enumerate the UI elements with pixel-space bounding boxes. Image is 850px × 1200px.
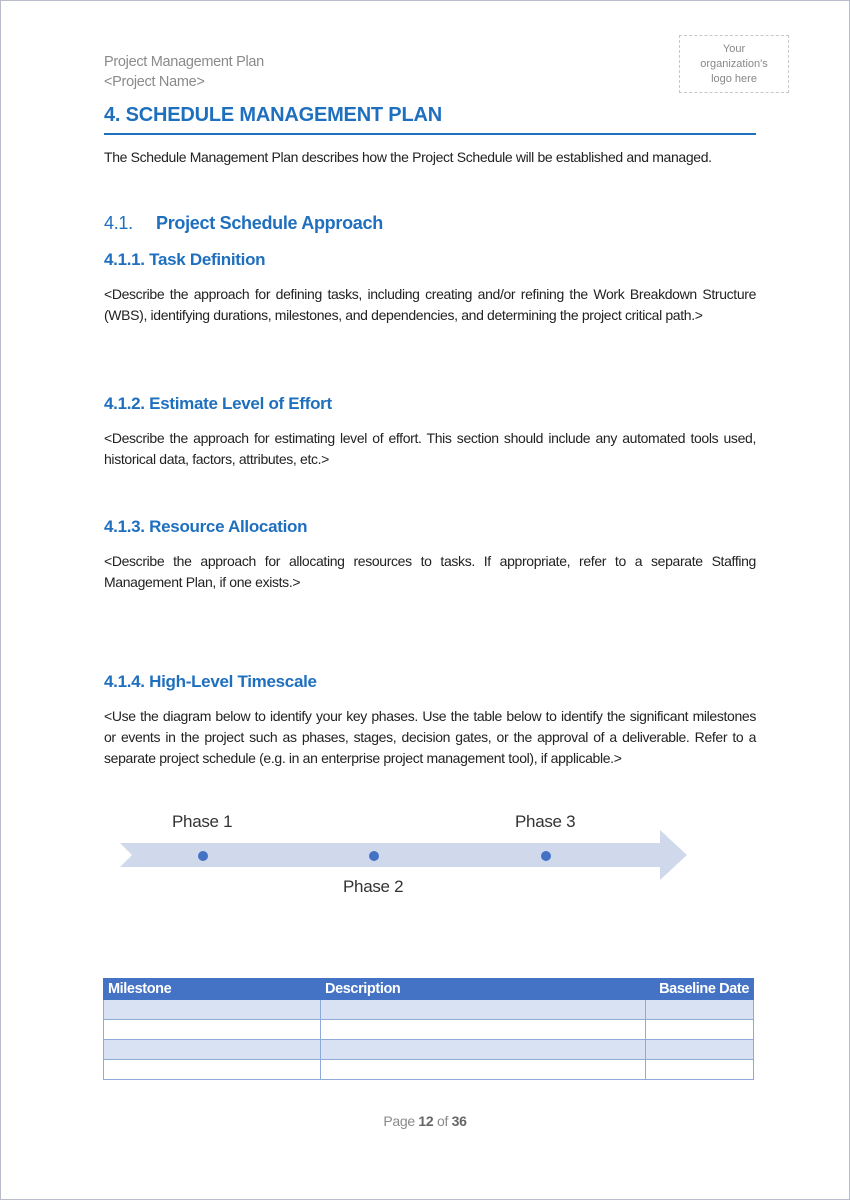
table-cell[interactable] <box>646 1040 754 1060</box>
table-cell[interactable] <box>646 1020 754 1040</box>
phase-3-dot <box>541 851 551 861</box>
phase-2-label: Phase 2 <box>343 877 404 896</box>
running-header <box>104 52 264 92</box>
body-resource-allocation: <Describe the approach for allocating resources to tasks. If appropriate, refer to a separate Staffing Management Plan, if one exists.> <box>104 553 756 590</box>
phase-1-label: Phase 1 <box>172 812 233 831</box>
table-cell[interactable] <box>321 1060 646 1080</box>
phase-3-label: Phase 3 <box>515 812 576 831</box>
page-label: Page <box>383 1113 415 1129</box>
table-row <box>104 1060 754 1080</box>
body-task-definition: <Describe the approach for defining tasks, including creating and/or refining the Work Breakdown Structure (WBS), identifying durations, milestones, and dependencies, and determining the project critical path.> <box>104 286 756 323</box>
page-number: 12 <box>418 1113 434 1129</box>
section-intro: The Schedule Management Plan describes how the Project Schedule will be established and managed. <box>104 149 712 165</box>
table-row <box>104 1040 754 1060</box>
logo-placeholder <box>679 35 789 93</box>
heading-resource-allocation: 4.1.3. Resource Allocation <box>104 517 308 536</box>
project-name: <Project Name> <box>104 74 205 90</box>
phase-1-dot <box>198 851 208 861</box>
table-row <box>104 1020 754 1040</box>
table-header-row <box>104 979 754 1000</box>
subsection-title: Project Schedule Approach <box>156 213 383 233</box>
header-description: Description <box>321 979 646 1000</box>
logo-placeholder-text: Your organization's logo here <box>700 42 768 85</box>
of-label: of <box>437 1113 449 1129</box>
phase-2-dot <box>369 851 379 861</box>
table-cell[interactable] <box>646 1000 754 1020</box>
subsection-number: 4.1. <box>104 213 133 233</box>
heading-rule <box>104 133 756 135</box>
table-cell[interactable] <box>321 1040 646 1060</box>
header-milestone: Milestone <box>104 979 321 1000</box>
body-timescale: <Use the diagram below to identify your key phases. Use the table below to identify the significant milestones or events in the project such as phases, stages, decision gates, or the approval of a deliverable. Refer to a separate project schedule (e.g. in an enterprise project management tool), if applicable.> <box>104 708 756 766</box>
doc-title: Project Management Plan <box>104 54 264 70</box>
table-cell[interactable] <box>104 1000 321 1020</box>
milestone-table <box>103 978 754 1080</box>
heading-estimate-effort: 4.1.2. Estimate Level of Effort <box>104 394 332 413</box>
body-estimate-effort: <Describe the approach for estimating level of effort. This section should include any automated tools used, historical data, factors, attributes, etc.> <box>104 430 756 467</box>
phase-timeline <box>115 805 695 905</box>
section-heading: 4. SCHEDULE MANAGEMENT PLAN <box>104 104 442 126</box>
heading-task-definition: 4.1.1. Task Definition <box>104 250 266 269</box>
table-cell[interactable] <box>321 1020 646 1040</box>
table-cell[interactable] <box>646 1060 754 1080</box>
table-cell[interactable] <box>104 1020 321 1040</box>
table-cell[interactable] <box>104 1060 321 1080</box>
header-baseline-date: Baseline Date <box>646 979 754 1000</box>
table-cell[interactable] <box>321 1000 646 1020</box>
heading-timescale: 4.1.4. High-Level Timescale <box>104 672 317 691</box>
table-row <box>104 1000 754 1020</box>
page-footer <box>0 1113 850 1129</box>
subsection-heading <box>104 213 383 234</box>
page-total: 36 <box>451 1113 467 1129</box>
table-cell[interactable] <box>104 1040 321 1060</box>
